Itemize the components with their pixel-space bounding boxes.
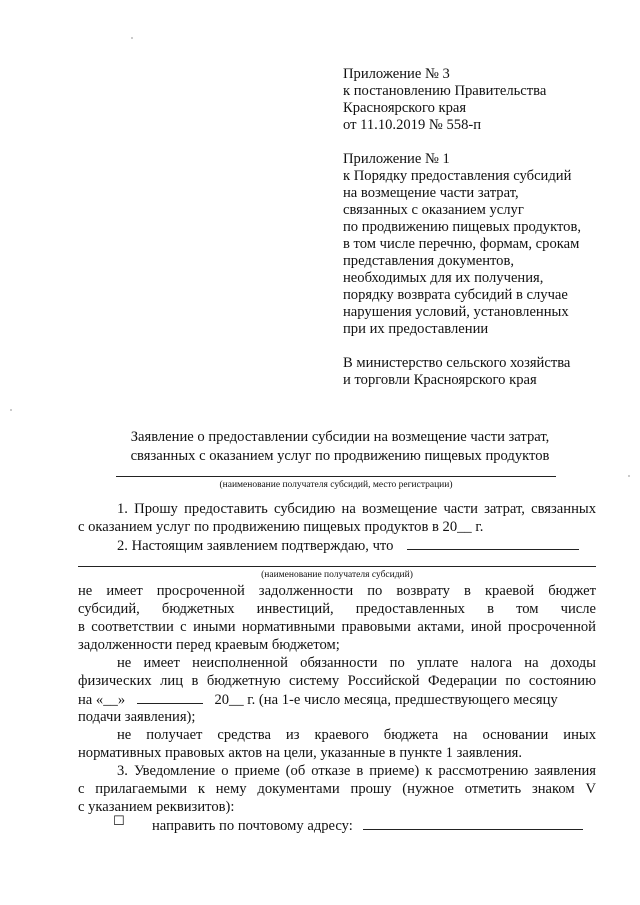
title-line: связанных с оказанием услуг по продвижению пищевых продуктов [130, 448, 550, 464]
appendix-1-line: Приложение № 1 [343, 151, 450, 167]
mail-option-checkbox[interactable]: ☐ [113, 814, 125, 829]
appendix-1-line: к Порядку предоставления субсидий [343, 168, 572, 184]
appendix-1-line: связанных с оказанием услуг [343, 202, 524, 218]
appendix-1-line: нарушения условий, установленных [343, 304, 569, 320]
recipient-name-field[interactable] [116, 476, 556, 477]
date-day-field[interactable]: на «__» [78, 692, 126, 708]
scan-speck [10, 409, 12, 411]
mail-option-label: направить по почтовому адресу: [152, 818, 353, 834]
clause-b-line: физических лиц в бюджетную систему Российской Федерации по состоянию [78, 673, 596, 689]
clause-a-line: субсидий, бюджетных инвестиций, предоставленных в том числе [78, 601, 596, 617]
scan-speck [131, 37, 133, 39]
addressee-line: и торговли Красноярского края [343, 372, 537, 388]
document-title [60, 428, 620, 466]
clause-c-line: нормативных правовых актов на цели, указанные в пункте 1 заявления. [78, 745, 523, 761]
clause-b-date-text: 20__ г. (на 1-е число месяца, предшествующего месяцу [214, 692, 558, 708]
clause-b-date-line [78, 691, 596, 709]
appendix-1-line: необходимых для их получения, [343, 270, 544, 286]
addressee-line: В министерство сельского хозяйства [343, 355, 571, 371]
item-3-line: с прилагаемыми к нему документами прошу (нужное отметить знаком V [78, 781, 596, 797]
appendix-1-line: на возмещение части затрат, [343, 185, 519, 201]
clause-a-line: задолженности перед краевым бюджетом; [78, 637, 340, 653]
mail-address-field[interactable] [363, 817, 583, 830]
appendix-3-line: к постановлению Правительства [343, 83, 547, 99]
recipient-name-caption: (наименование получателя субсидий, место регистрации) [219, 480, 453, 490]
appendix-1-line: порядку возврата субсидий в случае [343, 287, 568, 303]
scan-speck [628, 475, 630, 477]
clause-b-line: подачи заявления); [78, 709, 196, 725]
addressee-block [343, 355, 613, 389]
recipient-name-field-2[interactable] [78, 566, 596, 567]
clause-b-line: не имеет неисполненной обязанности по уплате налога на доходы [117, 655, 596, 671]
item-3-line: 3. Уведомление о приеме (об отказе в приеме) к рассмотрению заявления [117, 763, 596, 779]
clause-a-line: не имеет просроченной задолженности по возврату в краевой бюджет [78, 583, 596, 599]
mail-option-row [152, 817, 596, 835]
appendix-1-line: по продвижению пищевых продуктов, [343, 219, 582, 235]
appendix-1-line: в том числе перечню, формам, срокам [343, 236, 580, 252]
appendix-1-line: представления документов, [343, 253, 515, 269]
item-1-line: 1. Прошу предоставить субсидию на возмещение части затрат, связанных [117, 501, 596, 517]
title-line: Заявление о предоставлении субсидии на возмещение части затрат, [130, 429, 550, 445]
item-2-text: 2. Настоящим заявлением подтверждаю, что [117, 538, 394, 554]
item-3-line: с указанием реквизитов): [78, 799, 235, 815]
appendix-1-block [343, 151, 613, 338]
appendix-3-line: от 11.10.2019 № 558-п [343, 117, 482, 133]
clause-c-line: не получает средства из краевого бюджета на основании иных [117, 727, 596, 743]
appendix-1-line: при их предоставлении [343, 321, 489, 337]
clause-a-line: в соответствии с иными нормативными правовыми актами, иной просроченной [78, 619, 596, 635]
item-2-line [117, 537, 596, 555]
recipient-caption-2: (наименование получателя субсидий) [261, 570, 413, 580]
item-1-line: с оказанием услуг по продвижению пищевых продуктов в 20__ г. [78, 519, 484, 535]
appendix-3-line: Приложение № 3 [343, 66, 450, 82]
date-month-field[interactable] [137, 691, 203, 704]
appendix-3-line: Красноярского края [343, 100, 467, 116]
appendix-3-block [343, 66, 613, 134]
item-2-blank-field[interactable] [407, 537, 579, 550]
